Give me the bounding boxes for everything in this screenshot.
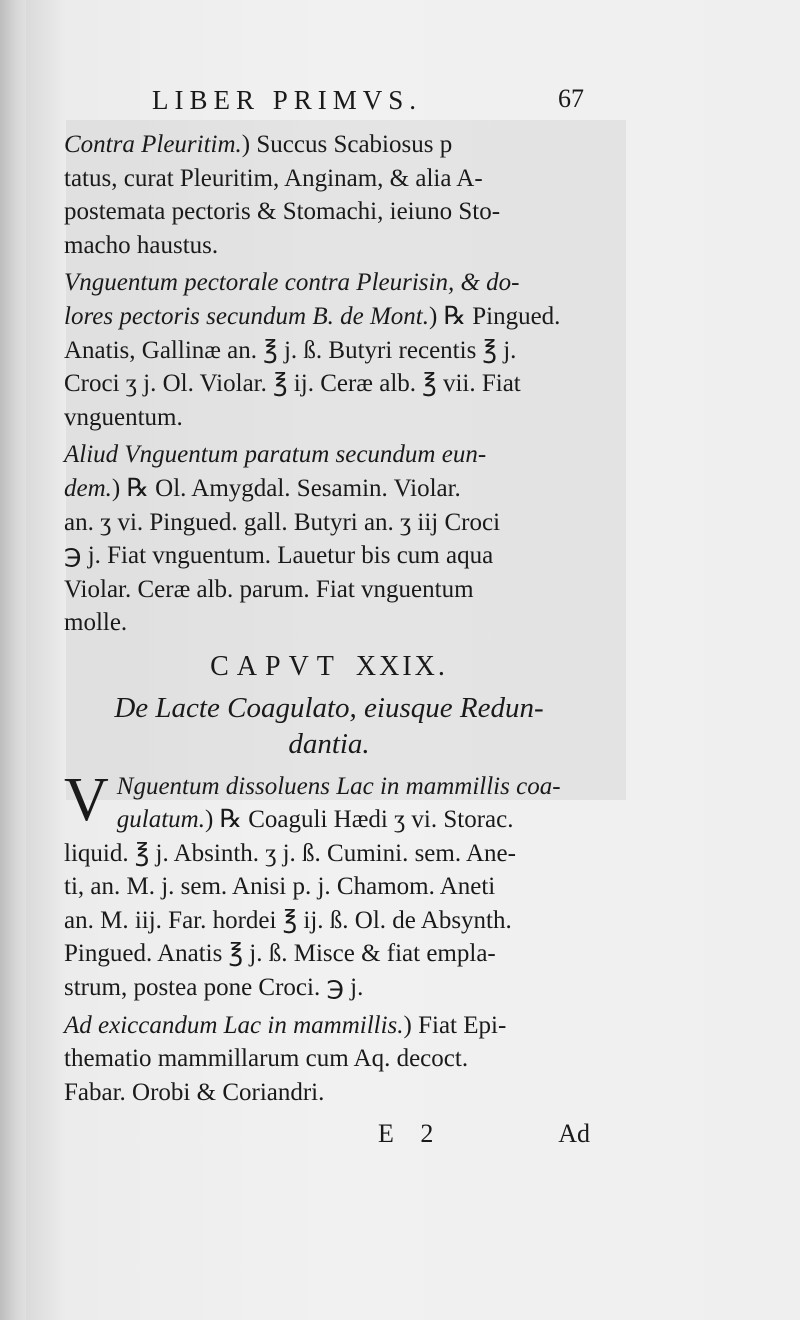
text-line — [64, 1009, 594, 1043]
text-line — [64, 438, 594, 472]
paragraph-vnguentum-dissoluens — [64, 765, 594, 1005]
paragraph-vnguentum-pectorale — [64, 266, 594, 434]
text-line — [64, 128, 594, 162]
line-text: ) ℞ Coaguli Hædi ʒ vi. Storac. — [204, 806, 514, 834]
text-line — [64, 770, 594, 804]
line-text: ) ℞ Ol. Amygdal. Sesamin. Violar. — [111, 474, 461, 502]
text-line — [64, 300, 594, 334]
text-line: strum, postea pone Croci. ℈ j. — [64, 974, 364, 1002]
text-line: Pingued. Anatis ℥ j. ß. Misce & fiat empla- — [64, 940, 496, 968]
rubric-italic: gulatum. — [116, 806, 205, 834]
paragraphs — [64, 128, 594, 640]
text-line — [64, 472, 594, 506]
rubric-italic: Ad exiccandum Lac in mammillis. — [64, 1011, 404, 1039]
rubric-italic: Vnguentum pectorale contra Pleurisin, & do- — [64, 269, 520, 297]
chapter-title-line: De Lacte Coagulato, eiusque Redun- — [114, 691, 544, 724]
paragraph-aliud-vnguentum — [64, 438, 594, 640]
text-block — [64, 84, 594, 1153]
text-line: Anatis, Gallinæ an. ℥ j. ß. Butyri recentis ℥ j. — [64, 336, 517, 364]
chapter-body — [64, 765, 594, 1110]
text-line: thematio mammillarum cum Aq. decoct. — [64, 1045, 469, 1073]
binding-edge — [0, 0, 26, 1320]
text-line: vnguentum. — [64, 403, 183, 431]
line-text: ) Succus Scabiosus p — [241, 131, 453, 158]
running-head-title: LIBER PRIMVS. — [152, 85, 423, 115]
catchword: Ad — [558, 1119, 590, 1149]
chapter-title — [64, 690, 594, 762]
text-line: tatus, curat Pleuritim, Anginam, & alia A- — [64, 164, 483, 192]
rubric-italic: dem. — [64, 474, 112, 502]
text-line: molle. — [64, 609, 128, 637]
chapter-number: XXIX. — [355, 650, 448, 682]
text-line: an. ʒ vi. Pingued. gall. Butyri an. ʒ iij Croci — [64, 508, 501, 536]
text-line: liquid. ℥ j. Absinth. ʒ j. ß. Cumini. sem. Ane- — [64, 839, 516, 867]
rubric-italic: lores pectoris secundum B. de Mont. — [64, 302, 429, 330]
text-line — [64, 803, 594, 837]
chapter-title-line: dantia. — [288, 727, 370, 760]
text-line — [64, 266, 594, 300]
text-line: an. M. iij. Far. hordei ℥ ij. ß. Ol. de Absynth. — [64, 906, 512, 934]
paragraph-ad-exiccandum — [64, 1009, 594, 1110]
chapter-heading — [64, 650, 594, 684]
text-line: Croci ʒ j. Ol. Violar. ℥ ij. Ceræ alb. ℥ vii. Fiat — [64, 370, 521, 398]
line-text: ) Fiat Epi- — [403, 1011, 507, 1039]
text-line: macho haustus. — [64, 231, 219, 259]
rubric-italic: Nguentum dissoluens Lac in mammillis coa- — [116, 772, 561, 800]
catchline — [64, 1117, 594, 1153]
paragraph-contra-pleuritim — [64, 128, 594, 262]
running-head — [64, 84, 594, 128]
chapter-word: CAPVT — [210, 650, 342, 682]
page-number: 67 — [558, 84, 584, 113]
signature-mark: E 2 — [378, 1119, 444, 1149]
text-line: Fabar. Orobi & Coriandri. — [64, 1078, 325, 1106]
line-text: ) ℞ Pingued. — [428, 302, 561, 330]
drop-cap: V — [64, 765, 109, 834]
rubric-italic: Contra Pleuritim. — [64, 131, 242, 158]
text-line: postemata pectoris & Stomachi, ieiuno Sto- — [64, 198, 501, 226]
text-line: ℈ j. Fiat vnguentum. Lauetur bis cum aqua — [64, 542, 494, 570]
text-line: ti, an. M. j. sem. Anisi p. j. Chamom. Aneti — [64, 873, 496, 901]
text-line: Violar. Ceræ alb. parum. Fiat vnguentum — [64, 575, 474, 603]
rubric-italic: Aliud Vnguentum paratum secundum eun- — [64, 441, 487, 469]
